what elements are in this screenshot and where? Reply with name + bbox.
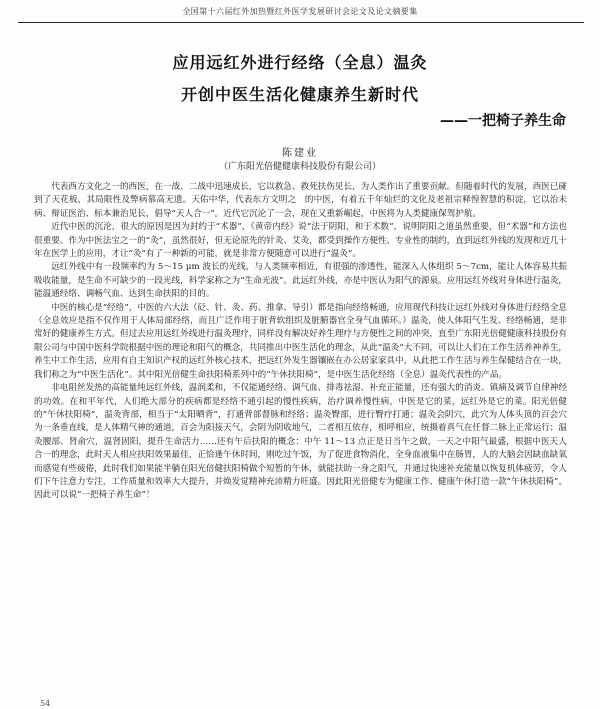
paragraph: 非电阻丝发热的高能量纯远红外线，温润柔和，不仅能通经络、调气血、排毒祛湿、补充正能量，还有强大的消炎、镇痛及调节自律神经的功效。在和平年代，人们绝大部分的疾病都是经络不通引起的慢性疾病，治疗调养慢性病，中医是它的菜，远红外是它的菜。阳光倍健的“午休扶阳椅”，温灸背部，相当于“太阳晒背”，打通背部督脉和经络；温灸臀部，进行臀疗打通；温灸会阴穴，此穴为人体头顶的百会穴为一条垂直线，是人体精气神的通道，百会为阳接天气，会阴为阴收地气，二者相互依存，相呼相应，统摄着真气在任督二脉上正常运行；温灸腰部、肾俞穴，温肾固阳，提升生命活力……还有午后扶阳的概念：中午 11～13 点正是日当午之做，一天之中阳气最盛，根据中医天人合一的理念，此时天人相应扶阳效果最佳，正恰逢午休时间，刚吃过午饭，为了促进食物消化，全身血液集中在肠胃，人的大脑会因缺血缺氧而感觉有些疲倦，此时我们如果能半躺在阳光倍健扶阳椅做个短暂的午休，就能扶助一身之阳气，并通过快速补充能量以恢复机体疲劳，令人们下午注意力专注，工作质量和效率大大提升，并焕发觉精神充沛精力旺盛。因此阳光倍健专为健康工作、健康午休打造一款“午休扶阳椅”。因此可以说“一把椅子养生命”！ — [34, 383, 568, 501]
paragraph: 近代中医的沉沦，很大的原因是因为封约于“术器”，《黄帝内经》说“法于阴阳，和于术数”，说明阴阳之道虽然重要，但“术器”和方法也很重要。作为中医法宝之一的“灸”，虽然很好，但无论原先的针灸、艾灸，都受到操作方便性、专业性的制约，直到远红外线的发现和近几十年在医学上的应用，才让“灸”有了一种新的可能，就是非常方便随意可以进行“温灸”。 — [34, 222, 568, 260]
article-body — [34, 181, 567, 503]
paragraph: 代表西方文化之一的西医，在一战、二战中迅速成长，它以救急、救死扶伤见长，为人类作出了重要贡献。但随着时代的发展，西医已碰到了天花板，其局限性及弊病慕高无遗。天佑中华，代表东方文明之 的中医，有着五千年灿烂的文化及老祖宗释惶智慧的积淀，它以治未病、辩证医治、标本兼治见长，倡导“天人合一”。近代它沉沦了一会，现在又重新崛起，中医将为人类健康保驾护航。 — [34, 182, 567, 219]
running-header: 全国第十六届红外加热暨红外医学发展研讨会论文及论文摘要集 — [182, 7, 418, 16]
title-line-1: 应用远红外进行经络（全息）温灸 — [172, 53, 428, 72]
author-affiliation: （广东阳光倍健健康科技股份有限公司） — [218, 162, 381, 172]
subtitle: ——一把椅子养生命 — [440, 113, 566, 129]
paragraph: 远红外线中有一段频率约为 5～15 μm 波长的光线，与人类频率相近，有很强的渗透性，能深入人体组织 5～7cm，能让人体容易共振吸收能量，是生命不可缺少的一段光线，科学家称之为“生命光波”。此远红外线，亦是中医认为阳气的源泉。应用远红外线对身体进行温灸，能温通经络、调畅气血、达到生命扶阳的目的。 — [34, 262, 568, 300]
paragraph: 中医的核心是“经络”，中医的六大法（砭、针、灸、药、推拿、导引）都是指向经络畅通，应用现代科技让远红外线对身体进行经络全息（全息效应是指不仅作用于人体局部经络，而且广泛作用于脏背软组织及脏腑器官全身气血循环。）温灸，使人体阳气生发、经络畅通，是非常好的健康养生方式。但过去应用远红外线进行温灸理疗，同样没有解决好养生理疗与方便性之间的冲突，直至广东阳光倍健健康科技股份有限公司与中国中医科学院根据中医的理论和阳气的概念，共同推出中医生活化的理念，从此“温灸”大不同，可以让人们在工作生活养神养生，养生中工作生活，应用有自主知识产权的远红外核心技术，把远红外发生器镶嵌在办公居家家具中，从此把工作生活与养生保健结合在一块，我们称之为“中医生活化”。其中阳光倍健生命扶阳椅系列中的“午休扶阳椅”，是中医生活化经络（全息）温灸代表性的产品。 — [34, 302, 568, 380]
title-line-2: 开创中医生活化健康养生新时代 — [180, 85, 419, 104]
header-rule — [18, 22, 584, 23]
page-number: 54 — [40, 699, 51, 708]
author-name: 陈建业 — [282, 148, 318, 159]
